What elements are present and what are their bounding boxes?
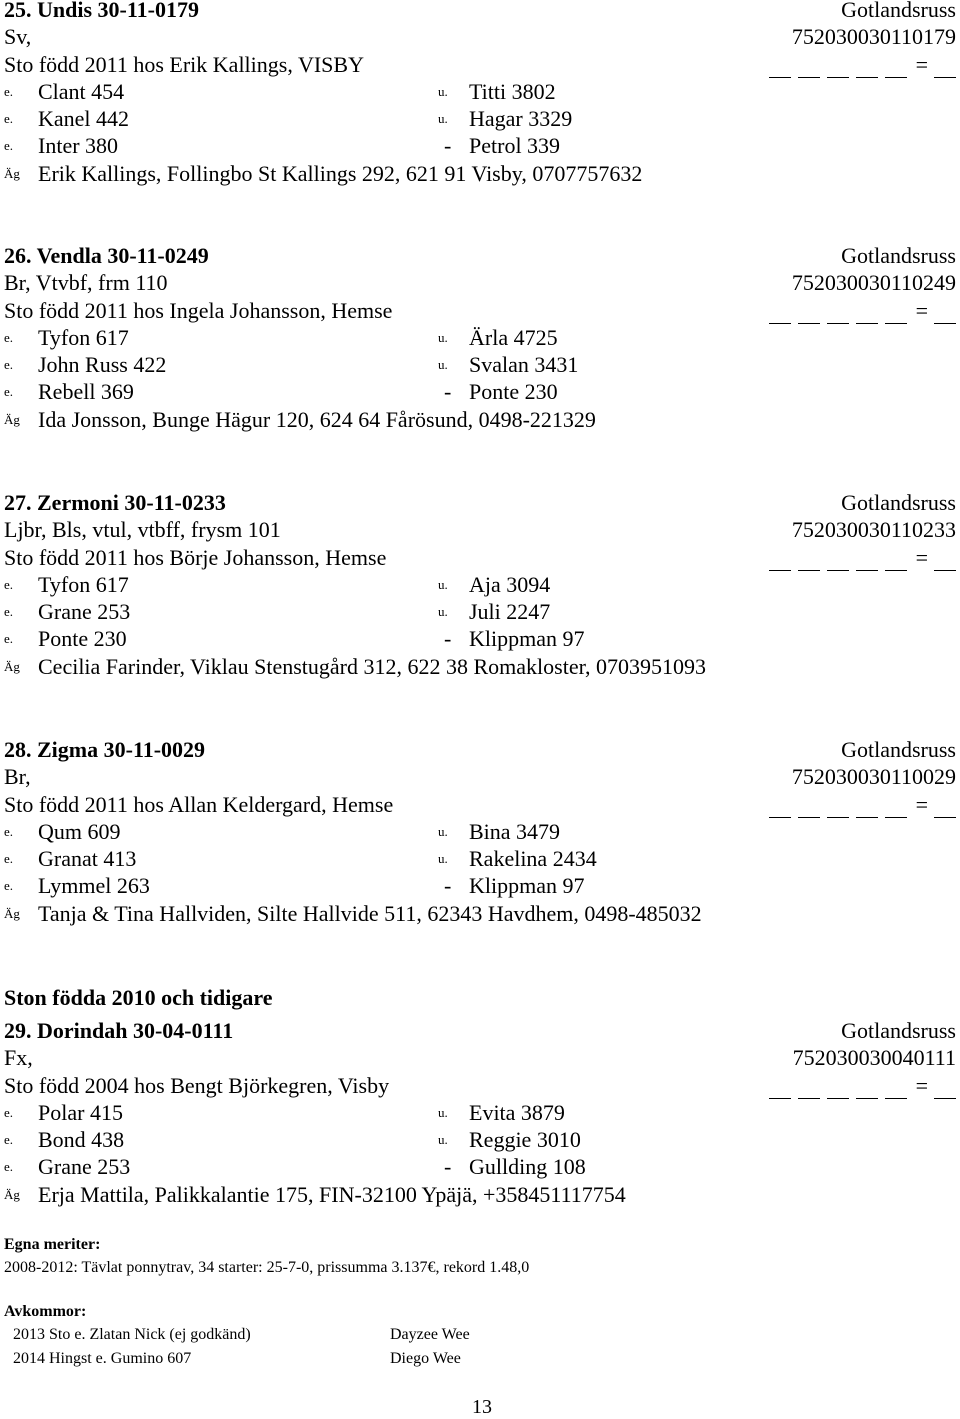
entry-title: 25. Undis 30-11-0179 (4, 0, 199, 22)
registration-number: 752030030040111 (792, 1045, 956, 1071)
entry-28 (4, 736, 956, 927)
owner-row: Äg Erik Kallings, Follingbo St Kallings 292, 621 91 Visby, 0707757632 (4, 160, 643, 186)
registration-number: 752030030110179 (791, 24, 956, 50)
score-blanks: = (769, 297, 956, 324)
entry-29 (4, 1017, 956, 1208)
section-title: Ston födda 2010 och tidigare (4, 985, 273, 1010)
pedigree-row: e. Lymmel 263 - Klippman 97 (4, 873, 585, 899)
score-blanks: = (769, 1072, 956, 1099)
breed: Gotlandsruss (841, 737, 956, 762)
entry-26 (4, 242, 956, 433)
entry-title: 29. Dorindah 30-04-0111 (4, 1018, 234, 1043)
color-markings: Br, (4, 764, 31, 790)
born-info: Sto född 2011 hos Ingela Johansson, Hemse (4, 297, 393, 323)
born-info: Sto född 2011 hos Erik Kallings, VISBY (4, 51, 364, 77)
breed: Gotlandsruss (841, 490, 956, 515)
born-info: Sto född 2011 hos Allan Keldergard, Hemse (4, 791, 394, 817)
entry-27 (4, 489, 956, 680)
pedigree-row: e. Polar 415 u. Evita 3879 (4, 1099, 565, 1125)
color-markings: Sv, (4, 24, 32, 50)
breed: Gotlandsruss (841, 243, 956, 268)
born-info: Sto född 2011 hos Börje Johansson, Hemse (4, 544, 387, 570)
owner-row: Äg Erja Mattila, Palikkalantie 175, FIN-32100 Ypäjä, +358451117754 (4, 1181, 626, 1207)
page-number: 13 (472, 1396, 492, 1418)
offspring-name: Diego Wee (390, 1350, 461, 1367)
registration-number: 752030030110233 (791, 517, 956, 543)
pedigree-row: e. Grane 253 u. Juli 2247 (4, 599, 551, 625)
breed: Gotlandsruss (841, 0, 956, 22)
pedigree-row: e. Ponte 230 - Klippman 97 (4, 626, 585, 652)
score-blanks: = (769, 544, 956, 571)
pedigree-row: e. Granat 413 u. Rakelina 2434 (4, 846, 597, 872)
offspring-desc: 2014 Hingst e. Gumino 607 (13, 1350, 192, 1367)
pedigree-row: e. Kanel 442 u. Hagar 3329 (4, 106, 573, 132)
merits-text: 2008-2012: Tävlat ponnytrav, 34 starter: 25-7-0, prissumma 3.137€, rekord 1.48,0 (4, 1259, 530, 1276)
pedigree-row: e. Grane 253 - Gullding 108 (4, 1154, 586, 1180)
score-blanks: = (769, 51, 956, 78)
offspring-name: Dayzee Wee (390, 1326, 470, 1343)
owner-row: Äg Tanja & Tina Hallviden, Silte Hallvide 511, 62343 Havdhem, 0498-485032 (4, 900, 702, 926)
entry-title: 26. Vendla 30-11-0249 (4, 243, 209, 268)
pedigree-row: e. Bond 438 u. Reggie 3010 (4, 1127, 581, 1153)
pedigree-row: e. Tyfon 617 u. Aja 3094 (4, 571, 551, 597)
pedigree-row: e. Inter 380 - Petrol 339 (4, 133, 561, 159)
pedigree-row: e. Tyfon 617 u. Ärla 4725 (4, 324, 558, 350)
entry-25 (4, 0, 956, 187)
born-info: Sto född 2004 hos Bengt Björkegren, Visby (4, 1072, 390, 1098)
pedigree-row: e. Rebell 369 - Ponte 230 (4, 379, 558, 405)
owner-row: Äg Cecilia Farinder, Viklau Stenstugård 312, 622 38 Romakloster, 0703951093 (4, 653, 707, 679)
registration-number: 752030030110249 (791, 270, 956, 296)
score-blanks: = (769, 791, 956, 818)
pedigree-row: e. Qum 609 u. Bina 3479 (4, 818, 561, 844)
owner-row: Äg Ida Jonsson, Bunge Hägur 120, 624 64 Fårösund, 0498-221329 (4, 406, 596, 432)
breed: Gotlandsruss (841, 1018, 956, 1043)
offspring-desc: 2013 Sto e. Zlatan Nick (ej godkänd) (13, 1326, 251, 1343)
entry-title: 28. Zigma 30-11-0029 (4, 737, 206, 762)
color-markings: Fx, (4, 1045, 33, 1071)
offspring-heading: Avkommor: (4, 1303, 87, 1320)
pedigree-row: e. Clant 454 u. Titti 3802 (4, 78, 556, 104)
color-markings: Ljbr, Bls, vtul, vtbff, frysm 101 (4, 517, 281, 543)
color-markings: Br, Vtvbf, frm 110 (4, 270, 168, 296)
entry-title: 27. Zermoni 30-11-0233 (4, 490, 226, 515)
merits-heading: Egna meriter: (4, 1236, 101, 1253)
registration-number: 752030030110029 (791, 764, 956, 790)
pedigree-row: e. John Russ 422 u. Svalan 3431 (4, 352, 579, 378)
